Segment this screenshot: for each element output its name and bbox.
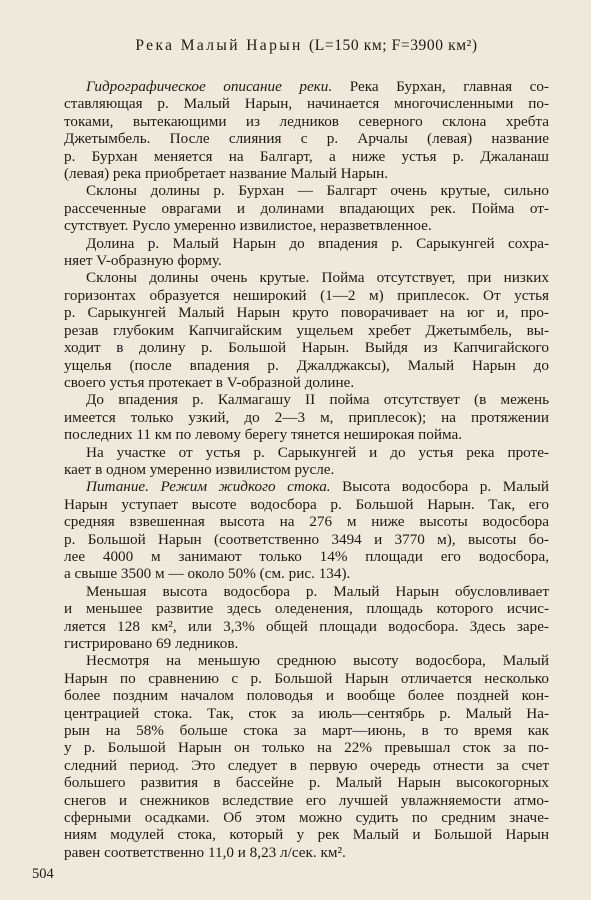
- text-line: а свыше 3500 м — около 50% (см. рис. 134).: [64, 565, 351, 583]
- text-line: сутствует. Русло умеренно извилистое, неразветвленное.: [64, 217, 432, 235]
- page-number: 504: [32, 866, 54, 882]
- text-line: Нарын по сравнению с р. Большой Нарын отличается несколько: [64, 669, 549, 687]
- section-title-formula: (L=150 км; F=3900 км²): [309, 37, 478, 54]
- text-line: рассеченные оврагами и долинами впадающих рек. Пойма от-: [64, 199, 549, 217]
- text-line: ставляющая р. Малый Нарын, начинается многочисленными по-: [64, 95, 549, 113]
- text-line: снегов и снежников вследствие его лучшей увлажняемости атмо-: [64, 791, 549, 809]
- section-title-text: Река Малый Нарын: [135, 37, 303, 54]
- text-line: р. Бурхан меняется на Балгарт, а ниже устья р. Джаланаш: [64, 147, 549, 165]
- text-line: Долина р. Малый Нарын до впадения р. Сарыкунгей сохра-: [86, 234, 549, 252]
- text-line: Нарын уступает высоте водосбора р. Большой Нарын. Так, его: [64, 495, 549, 513]
- text-line: ходит в долину р. Большой Нарын. Выйдя из Капчигайского: [64, 339, 549, 357]
- text-line: средняя взвешенная высота на 276 м ниже высоты водосбора: [64, 513, 549, 531]
- text-line: сферными осадками. Об этом можно судить по средним значе-: [64, 809, 549, 827]
- text-line: На участке от устья р. Сарыкунгей и до устья река протe-: [86, 443, 549, 461]
- text-line: центрацией стока. Так, сток за июль—сентябрь р. Малый На-: [64, 704, 549, 722]
- text-line: гистрировано 69 ледников.: [64, 635, 239, 652]
- text-line: Гидрографическое описание реки. Река Бурхан, главная со-: [86, 78, 549, 95]
- text-line: няет V-образную форму.: [64, 252, 222, 270]
- paragraph: [64, 652, 549, 861]
- paragraph: [64, 78, 549, 182]
- text-line: Склоны долины р. Бурхан — Балгарт очень крутые, сильно: [86, 182, 549, 200]
- text-line: лее 4000 м занимают только 14% площади его водосбора,: [64, 547, 549, 565]
- paragraph: [64, 235, 549, 270]
- text-line: Питание. Режим жидкого стока. Высота водосбора р. Малый: [86, 478, 549, 496]
- text-line: Джетымбель. После слияния с р. Арчалы (левая) название: [64, 130, 549, 148]
- text-line: ущелья (после впадения р. Джалджаксы), Малый Нарын до: [64, 356, 549, 374]
- text-line: р. Большой Нарын (соответственно 3494 и 3770 м), высоты бо-: [64, 530, 549, 548]
- paragraph: [64, 269, 549, 391]
- text-line: До впадения р. Калмагашу II пойма отсутствует (в межень: [86, 391, 549, 409]
- text-line: следний период. Это следует в первую очередь отнести за счет: [64, 756, 549, 774]
- text-line: горизонтах образуется неширокий (1—2 м) приплесок. От устья: [64, 286, 549, 304]
- text-line: у р. Большой Нарын он только на 22% превышал сток за по-: [64, 739, 549, 757]
- text-line: токами, вытекающими из ледников северного склона хребта: [64, 112, 549, 130]
- text-line: более поздним началом половодья и вообще более поздней кон-: [64, 687, 549, 705]
- paragraph: [64, 182, 549, 234]
- text-line: большего развития в бассейне р. Малый Нарын высокогорных: [64, 774, 549, 792]
- text-line: кает в одном умеренно извилистом русле.: [64, 460, 335, 478]
- paragraph: [64, 391, 549, 443]
- text-line: (левая) река приобретает название Малый Нарын.: [64, 165, 389, 183]
- text-line: р. Сарыкунгей Малый Нарын круто поворачивает на юг и, про-: [64, 304, 549, 322]
- text-line: ляется 128 км², или 3,3% общей площади водосбора. Здесь заре-: [64, 617, 549, 635]
- text-line: своего устья протекает в V-образной долине.: [64, 373, 355, 391]
- text-line: Склоны долины очень крутые. Пойма отсутствует, при низких: [86, 269, 549, 287]
- text-line: последних 11 км по левому берегу тянется неширокая пойма.: [64, 426, 463, 444]
- text-line: Несмотря на меньшую среднюю высоту водосбора, Малый: [86, 652, 549, 670]
- italic-lead: Питание. Режим жидкого стока.: [86, 478, 331, 496]
- paragraph: [64, 478, 549, 582]
- italic-lead: Гидрографическое описание реки.: [86, 78, 333, 95]
- paragraph: [64, 444, 549, 479]
- body-text: [64, 78, 549, 861]
- text-line: ниям модулей стока, который у рек Малый и Большой Нарын: [64, 826, 549, 844]
- text-line: рын на 58% больше стока за март—июнь, в то время как: [64, 722, 549, 740]
- text-line: равен соответственно 11,0 и 8,23 л/сек. км².: [64, 843, 346, 861]
- text-line: Меньшая высота водосбора р. Малый Нарын обусловливает: [86, 582, 549, 600]
- section-title: [64, 36, 549, 56]
- text-line: резав глубоким Капчигайским ущельем хребет Джетымбель, вы-: [64, 321, 549, 339]
- text-line: имеется только узкий, до 2—3 м, приплесок); на протяжении: [64, 408, 549, 426]
- text-line: и меньшее развитие здесь оледенения, площадь которого исчис-: [64, 600, 549, 618]
- paragraph: [64, 583, 549, 653]
